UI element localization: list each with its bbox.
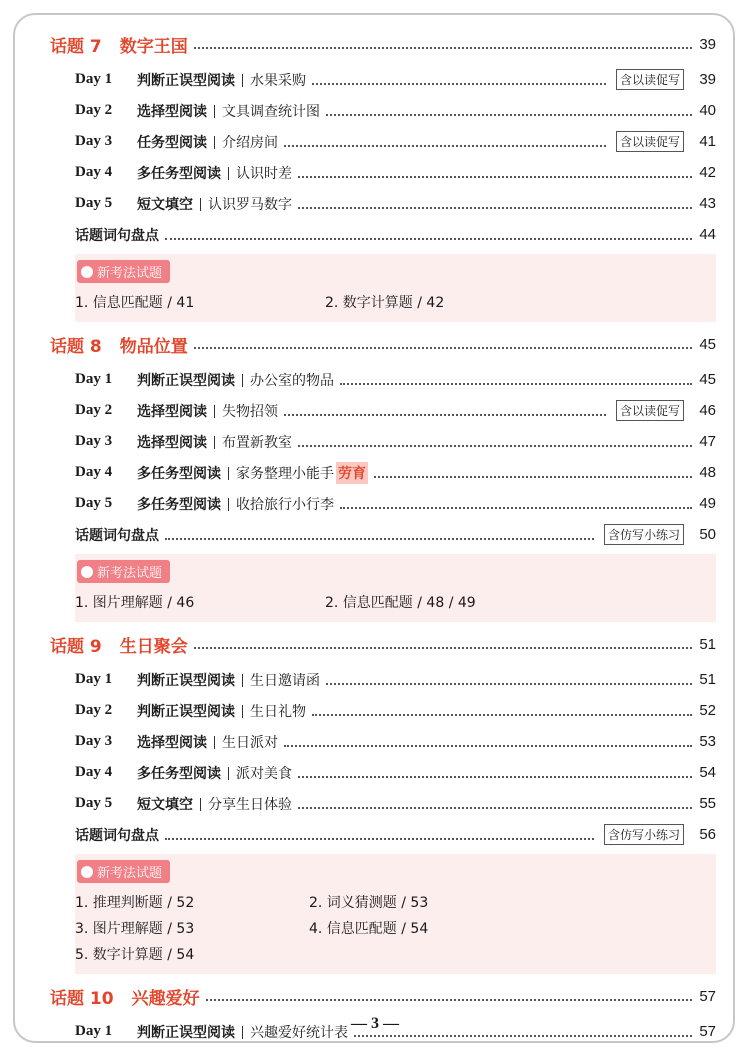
topic-title [50, 332, 188, 357]
day-label: Day 2 [75, 402, 113, 418]
reading-type: 多任务型阅读 [137, 165, 221, 182]
dot-leader [298, 807, 692, 809]
entry-title: 生日邀请函 [250, 672, 320, 689]
toc-entry[interactable] [50, 364, 716, 395]
topic-title [50, 632, 188, 657]
dot-leader [284, 745, 692, 747]
reading-type: 判断正误型阅读 [137, 72, 235, 89]
labor-badge: 劳育 [336, 462, 368, 484]
entry-title: 收拾旅行小行李 [236, 496, 334, 513]
dot-leader [340, 507, 692, 509]
entry-tag: 含仿写小练习 [604, 824, 684, 845]
box-heading-text: 新考法试题 [97, 866, 163, 881]
toc-entry[interactable] [50, 64, 716, 95]
entry-title: 介绍房间 [222, 134, 278, 151]
separator [200, 198, 201, 211]
entry-title: 生日派对 [222, 734, 278, 751]
entry-title: 水果采购 [250, 72, 306, 89]
topic-name: 数字王国 [119, 36, 188, 57]
reading-type: 判断正误型阅读 [137, 703, 235, 720]
review-entry[interactable] [50, 819, 716, 850]
topic-number: 话题 10 [50, 988, 114, 1009]
toc-entry[interactable] [50, 488, 716, 519]
day-label: Day 2 [75, 702, 113, 718]
box-heading-text: 新考法试题 [97, 266, 163, 281]
topic-number: 话题 8 [50, 336, 102, 357]
dot-leader [374, 476, 692, 478]
separator [242, 374, 243, 387]
dot-leader [326, 683, 692, 685]
reading-type: 判断正误型阅读 [137, 672, 235, 689]
new-question-box [75, 554, 716, 622]
topic-number: 话题 7 [50, 36, 102, 57]
day-label: Day 4 [75, 164, 113, 180]
entry-title: 文具调查统计图 [222, 103, 320, 120]
toc-entry[interactable] [50, 426, 716, 457]
page-ref: 41 [699, 133, 716, 150]
entry-title: 布置新教室 [222, 434, 292, 451]
review-entry[interactable] [50, 519, 716, 550]
page-ref: 39 [699, 35, 716, 53]
entry-title: 派对美食 [236, 765, 292, 782]
page-number: — 3 — [351, 1015, 399, 1032]
reading-type: 多任务型阅读 [137, 765, 221, 782]
dot-leader [326, 114, 692, 116]
toc-entry[interactable] [50, 726, 716, 757]
entry-title: 家务整理小能手 [236, 465, 334, 482]
dot-leader [298, 176, 692, 178]
dot-leader [284, 145, 606, 147]
question-item[interactable]: 2. 数字计算题 / 42 [325, 295, 445, 311]
topic-header[interactable] [50, 630, 716, 658]
toc-entry[interactable] [50, 757, 716, 788]
separator [214, 105, 215, 118]
page-ref: 43 [699, 195, 716, 212]
separator [228, 167, 229, 180]
page-ref: 44 [699, 226, 716, 243]
entry-title: 分享生日体验 [208, 796, 292, 813]
separator [214, 436, 215, 449]
question-item[interactable]: 4. 信息匹配题 / 54 [309, 921, 429, 937]
page-ref: 50 [699, 526, 716, 543]
page-ref: 39 [699, 71, 716, 88]
entry-title: 认识罗马数字 [208, 196, 292, 213]
reading-type: 选择型阅读 [137, 403, 207, 420]
review-label: 话题词句盘点 [75, 527, 159, 544]
dot-leader [298, 445, 692, 447]
box-heading-text: 新考法试题 [97, 566, 163, 581]
reading-type: 选择型阅读 [137, 734, 207, 751]
dot-leader [165, 838, 594, 840]
separator [228, 767, 229, 780]
dot-leader [194, 647, 692, 649]
separator [242, 74, 243, 87]
topic-name: 兴趣爱好 [131, 988, 200, 1009]
lightbulb-icon [81, 266, 93, 278]
page-ref: 40 [699, 102, 716, 119]
page-ref: 45 [699, 335, 716, 353]
day-label: Day 4 [75, 464, 113, 480]
question-list [75, 583, 716, 618]
toc-entry[interactable] [50, 457, 716, 488]
day-label: Day 1 [75, 1023, 113, 1039]
question-item[interactable]: 1. 推理判断题 / 52 [75, 895, 195, 911]
review-entry[interactable] [50, 219, 716, 250]
question-item[interactable]: 1. 图片理解题 / 46 [75, 595, 195, 611]
day-label: Day 1 [75, 371, 113, 387]
toc-entry[interactable] [50, 95, 716, 126]
day-label: Day 3 [75, 133, 113, 149]
reading-type: 判断正误型阅读 [137, 1024, 235, 1041]
day-label: Day 5 [75, 195, 113, 211]
separator [228, 498, 229, 511]
day-label: Day 5 [75, 795, 113, 811]
entry-title: 办公室的物品 [250, 372, 334, 389]
dot-leader [298, 207, 692, 209]
table-of-contents [50, 30, 716, 1047]
toc-entry[interactable] [50, 395, 716, 426]
topic-name: 物品位置 [119, 336, 188, 357]
topic-header[interactable] [50, 30, 716, 58]
lightbulb-icon [81, 866, 93, 878]
separator [242, 674, 243, 687]
topic-number: 话题 9 [50, 636, 102, 657]
day-label: Day 2 [75, 102, 113, 118]
page-ref: 56 [699, 826, 716, 843]
separator [214, 405, 215, 418]
reading-type: 短文填空 [137, 796, 193, 813]
entry-title: 失物招领 [222, 403, 278, 420]
question-item[interactable]: 3. 图片理解题 / 53 [75, 921, 195, 937]
entry-title: 认识时差 [236, 165, 292, 182]
toc-entry[interactable] [50, 157, 716, 188]
reading-type: 短文填空 [137, 196, 193, 213]
page-ref: 51 [699, 671, 716, 688]
separator [242, 705, 243, 718]
page-ref: 55 [699, 795, 716, 812]
day-label: Day 1 [75, 71, 113, 87]
dot-leader [165, 238, 692, 240]
toc-entry[interactable] [50, 664, 716, 695]
day-label: Day 3 [75, 733, 113, 749]
question-item[interactable]: 1. 信息匹配题 / 41 [75, 295, 195, 311]
page-ref: 49 [699, 495, 716, 512]
toc-entry[interactable] [50, 695, 716, 726]
day-label: Day 3 [75, 433, 113, 449]
day-label: Day 4 [75, 764, 113, 780]
separator [214, 736, 215, 749]
reading-type: 任务型阅读 [137, 134, 207, 151]
new-question-box [75, 854, 716, 974]
topic-name: 生日聚会 [119, 636, 188, 657]
box-heading [77, 260, 170, 283]
dot-leader [194, 47, 692, 49]
topic-header[interactable] [50, 330, 716, 358]
reading-type: 选择型阅读 [137, 434, 207, 451]
dot-leader [354, 1035, 692, 1037]
page-ref: 46 [699, 402, 716, 419]
separator [228, 467, 229, 480]
page-ref: 45 [699, 371, 716, 388]
page-ref: 53 [699, 733, 716, 750]
day-label: Day 1 [75, 671, 113, 687]
question-item[interactable]: 2. 词义猜测题 / 53 [309, 895, 429, 911]
page-ref: 48 [699, 464, 716, 481]
dot-leader [312, 83, 606, 85]
dot-leader [312, 714, 692, 716]
page-ref: 47 [699, 433, 716, 450]
page-ref: 51 [699, 635, 716, 653]
dot-leader [194, 347, 692, 349]
entry-title: 生日礼物 [250, 703, 306, 720]
page-ref: 42 [699, 164, 716, 181]
reading-type: 判断正误型阅读 [137, 372, 235, 389]
question-item[interactable]: 2. 信息匹配题 / 48 / 49 [325, 595, 476, 611]
question-list [75, 283, 716, 318]
toc-entry[interactable] [50, 788, 716, 819]
reading-type: 多任务型阅读 [137, 465, 221, 482]
page-ref: 52 [699, 702, 716, 719]
lightbulb-icon [81, 566, 93, 578]
entry-title: 兴趣爱好统计表 [250, 1024, 348, 1041]
entry-tag: 含以读促写 [616, 400, 684, 421]
page-ref: 57 [699, 1023, 716, 1040]
toc-entry[interactable] [50, 126, 716, 157]
reading-type: 多任务型阅读 [137, 496, 221, 513]
review-label: 话题词句盘点 [75, 227, 159, 244]
entry-tag: 含仿写小练习 [604, 524, 684, 545]
box-heading [77, 560, 170, 583]
new-question-box [75, 254, 716, 322]
entry-tag: 含以读促写 [616, 131, 684, 152]
review-label: 话题词句盘点 [75, 827, 159, 844]
separator [200, 798, 201, 811]
dot-leader [284, 414, 606, 416]
topic-title [50, 984, 200, 1009]
page-ref: 54 [699, 764, 716, 781]
page-ref: 57 [699, 987, 716, 1005]
separator [214, 136, 215, 149]
reading-type: 选择型阅读 [137, 103, 207, 120]
topic-title [50, 32, 188, 57]
dot-leader [298, 776, 692, 778]
dot-leader [206, 999, 692, 1001]
dot-leader [165, 538, 594, 540]
day-label: Day 5 [75, 495, 113, 511]
box-heading [77, 860, 170, 883]
toc-entry[interactable] [50, 188, 716, 219]
question-list [75, 883, 716, 970]
dot-leader [340, 383, 692, 385]
topic-header[interactable] [50, 982, 716, 1010]
question-item[interactable]: 5. 数字计算题 / 54 [75, 947, 195, 963]
entry-tag: 含以读促写 [616, 69, 684, 90]
